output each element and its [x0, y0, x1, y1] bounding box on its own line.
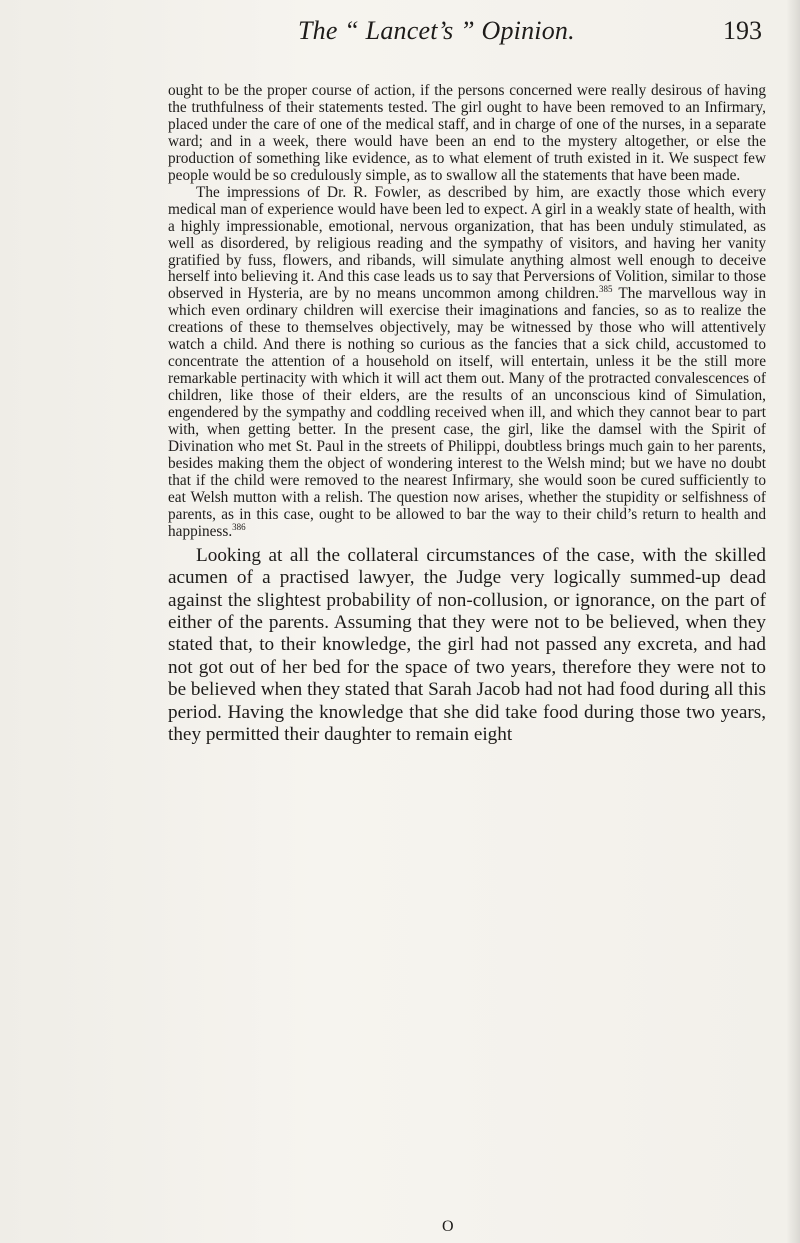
page-edge-shadow — [786, 0, 800, 1243]
paragraph-text: Looking at all the collateral circumstances of the case, with the skilled acumen of a practised lawyer, the Judge very logically summed-up dead against the slightest probability of non-collusion, or ignorance, on the part of either of the parents. Assuming that they were not to be believed, when they stated that, to their knowledge, the girl had not passed any excreta, and had not got out of her bed for the space of two years, therefore they were not to be believed when they stated that Sarah Jacob had not had food during all this period. Having the knowledge that she did take food during those two years, they permitted their daughter to remain eight — [168, 544, 766, 745]
paragraph-text: The marvellous way in which even ordinary children will exercise their imaginations and fancies, so as to realize the creations of these to themselves objectively, may be witnessed by those who will attentively watch a child. And there is nothing so curious as the fancies that a sick child, accustomed to concentrate the attention of a household on itself, will entertain, unless it be the still more remarkable pertinacity with which it will act them out. Many of the protracted convalescences of children, like those of their elders, are the results of an unconscious kind of Simulation, engendered by the sympathy and coddling received when ill, and which they cannot bear to part with, when getting better. In the present case, the girl, like the damsel with the Spirit of Divination who met St. Paul in the streets of Philippi, doubtless brings much gain to her parents, besides making them the object of wondering interest to the Welsh mind; but we have no doubt that if the child were removed to the nearest Infirmary, she would soon be cured sufficiently to eat Welsh mutton with a relish. The question now arises, whether the stupidity or selfishness of parents, as in this case, ought to be allowed to bar the way to their child’s return to health and happiness. — [168, 285, 766, 540]
running-title: The “ Lancet’s ” Opinion. — [298, 16, 575, 45]
signature-mark: O — [442, 1218, 454, 1235]
running-header — [168, 10, 768, 50]
paragraph — [168, 83, 766, 185]
footnote-reference: 385 — [598, 284, 613, 295]
paragraph-text: ought to be the proper course of action, if the persons concerned were really desirous of having the truthfulness of their statements tested. The girl ought to have been removed to an Infirmary, placed under the care of one of the medical staff, and in charge of one of the nurses, in a separate ward; and in a week, there would have been an end to the mystery altogether, or else the production of something like evidence, as to what element of truth existed in it. We suspect few people would be so credulously simple, as to swallow all the statements that have been made. — [168, 82, 766, 184]
paragraph-text: The impressions of Dr. R. Fowler, as described by him, are exactly those which every medical man of experience would have been led to expect. A girl in a weakly state of health, with a highly impressionable, emotional, nervous organization, that has been unduly stimulated, as well as disordered, by religious reading and the sympathy of visitors, and having her vanity gratified by fuss, flowers, and ribands, will simulate anything almost well enough to deceive herself into believing it. And this case leads us to say that Perversions of Volition, similar to those observed in Hysteria, are by no means uncommon among children. — [168, 183, 766, 303]
body-text — [168, 83, 766, 746]
page-number: 193 — [723, 16, 762, 45]
paragraph — [168, 185, 766, 541]
footnote-reference: 386 — [232, 521, 246, 532]
paragraph — [168, 545, 766, 747]
